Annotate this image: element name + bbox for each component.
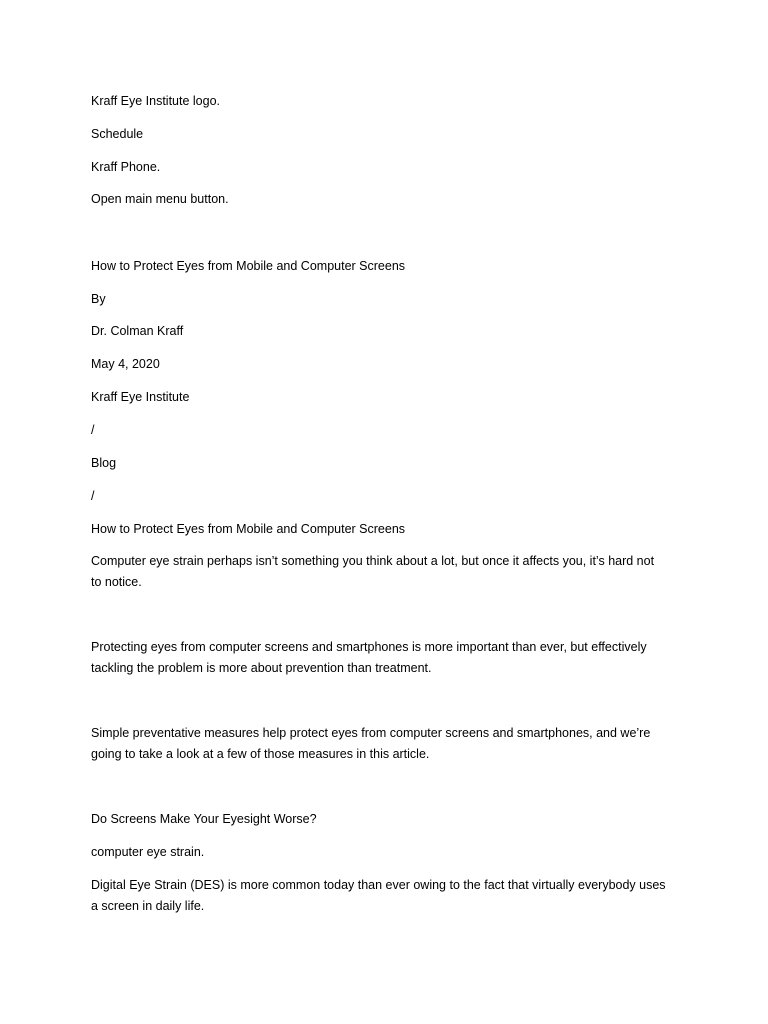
section-heading: Do Screens Make Your Eyesight Worse?	[91, 812, 317, 826]
breadcrumb-blog[interactable]: Blog	[91, 456, 117, 470]
paragraph-4-line-2: a screen in daily life.	[91, 899, 205, 913]
paragraph-3-line-1: Simple preventative measures help protect eyes from computer screens and smartphones, and we’re	[91, 726, 651, 740]
breadcrumb-separator: /	[91, 489, 95, 503]
main-menu-button[interactable]: Open main menu button.	[91, 192, 229, 206]
logo-alt-text[interactable]: Kraff Eye Institute logo.	[91, 94, 221, 108]
phone-link[interactable]: Kraff Phone.	[91, 160, 161, 174]
article-title: How to Protect Eyes from Mobile and Computer Screens	[91, 259, 406, 273]
paragraph-2-line-1: Protecting eyes from computer screens and smartphones is more important than ever, but effectively	[91, 640, 647, 654]
author-link[interactable]: Dr. Colman Kraff	[91, 324, 184, 338]
breadcrumb-separator: /	[91, 423, 95, 437]
paragraph-4-line-1: Digital Eye Strain (DES) is more common today than ever owing to the fact that virtually everybody uses	[91, 878, 666, 892]
paragraph-1-line-1: Computer eye strain perhaps isn’t something you think about a lot, but once it affects you, it’s hard not	[91, 554, 655, 568]
breadcrumb-current: How to Protect Eyes from Mobile and Computer Screens	[91, 522, 406, 536]
paragraph-3-line-2: going to take a look at a few of those measures in this article.	[91, 747, 430, 761]
breadcrumb-home[interactable]: Kraff Eye Institute	[91, 390, 190, 404]
by-label: By	[91, 292, 106, 306]
publish-date: May 4, 2020	[91, 357, 160, 371]
schedule-link[interactable]: Schedule	[91, 127, 144, 141]
paragraph-1-line-2: to notice.	[91, 575, 142, 589]
paragraph-2-line-2: tackling the problem is more about prevention than treatment.	[91, 661, 432, 675]
image-alt-text: computer eye strain.	[91, 845, 205, 859]
